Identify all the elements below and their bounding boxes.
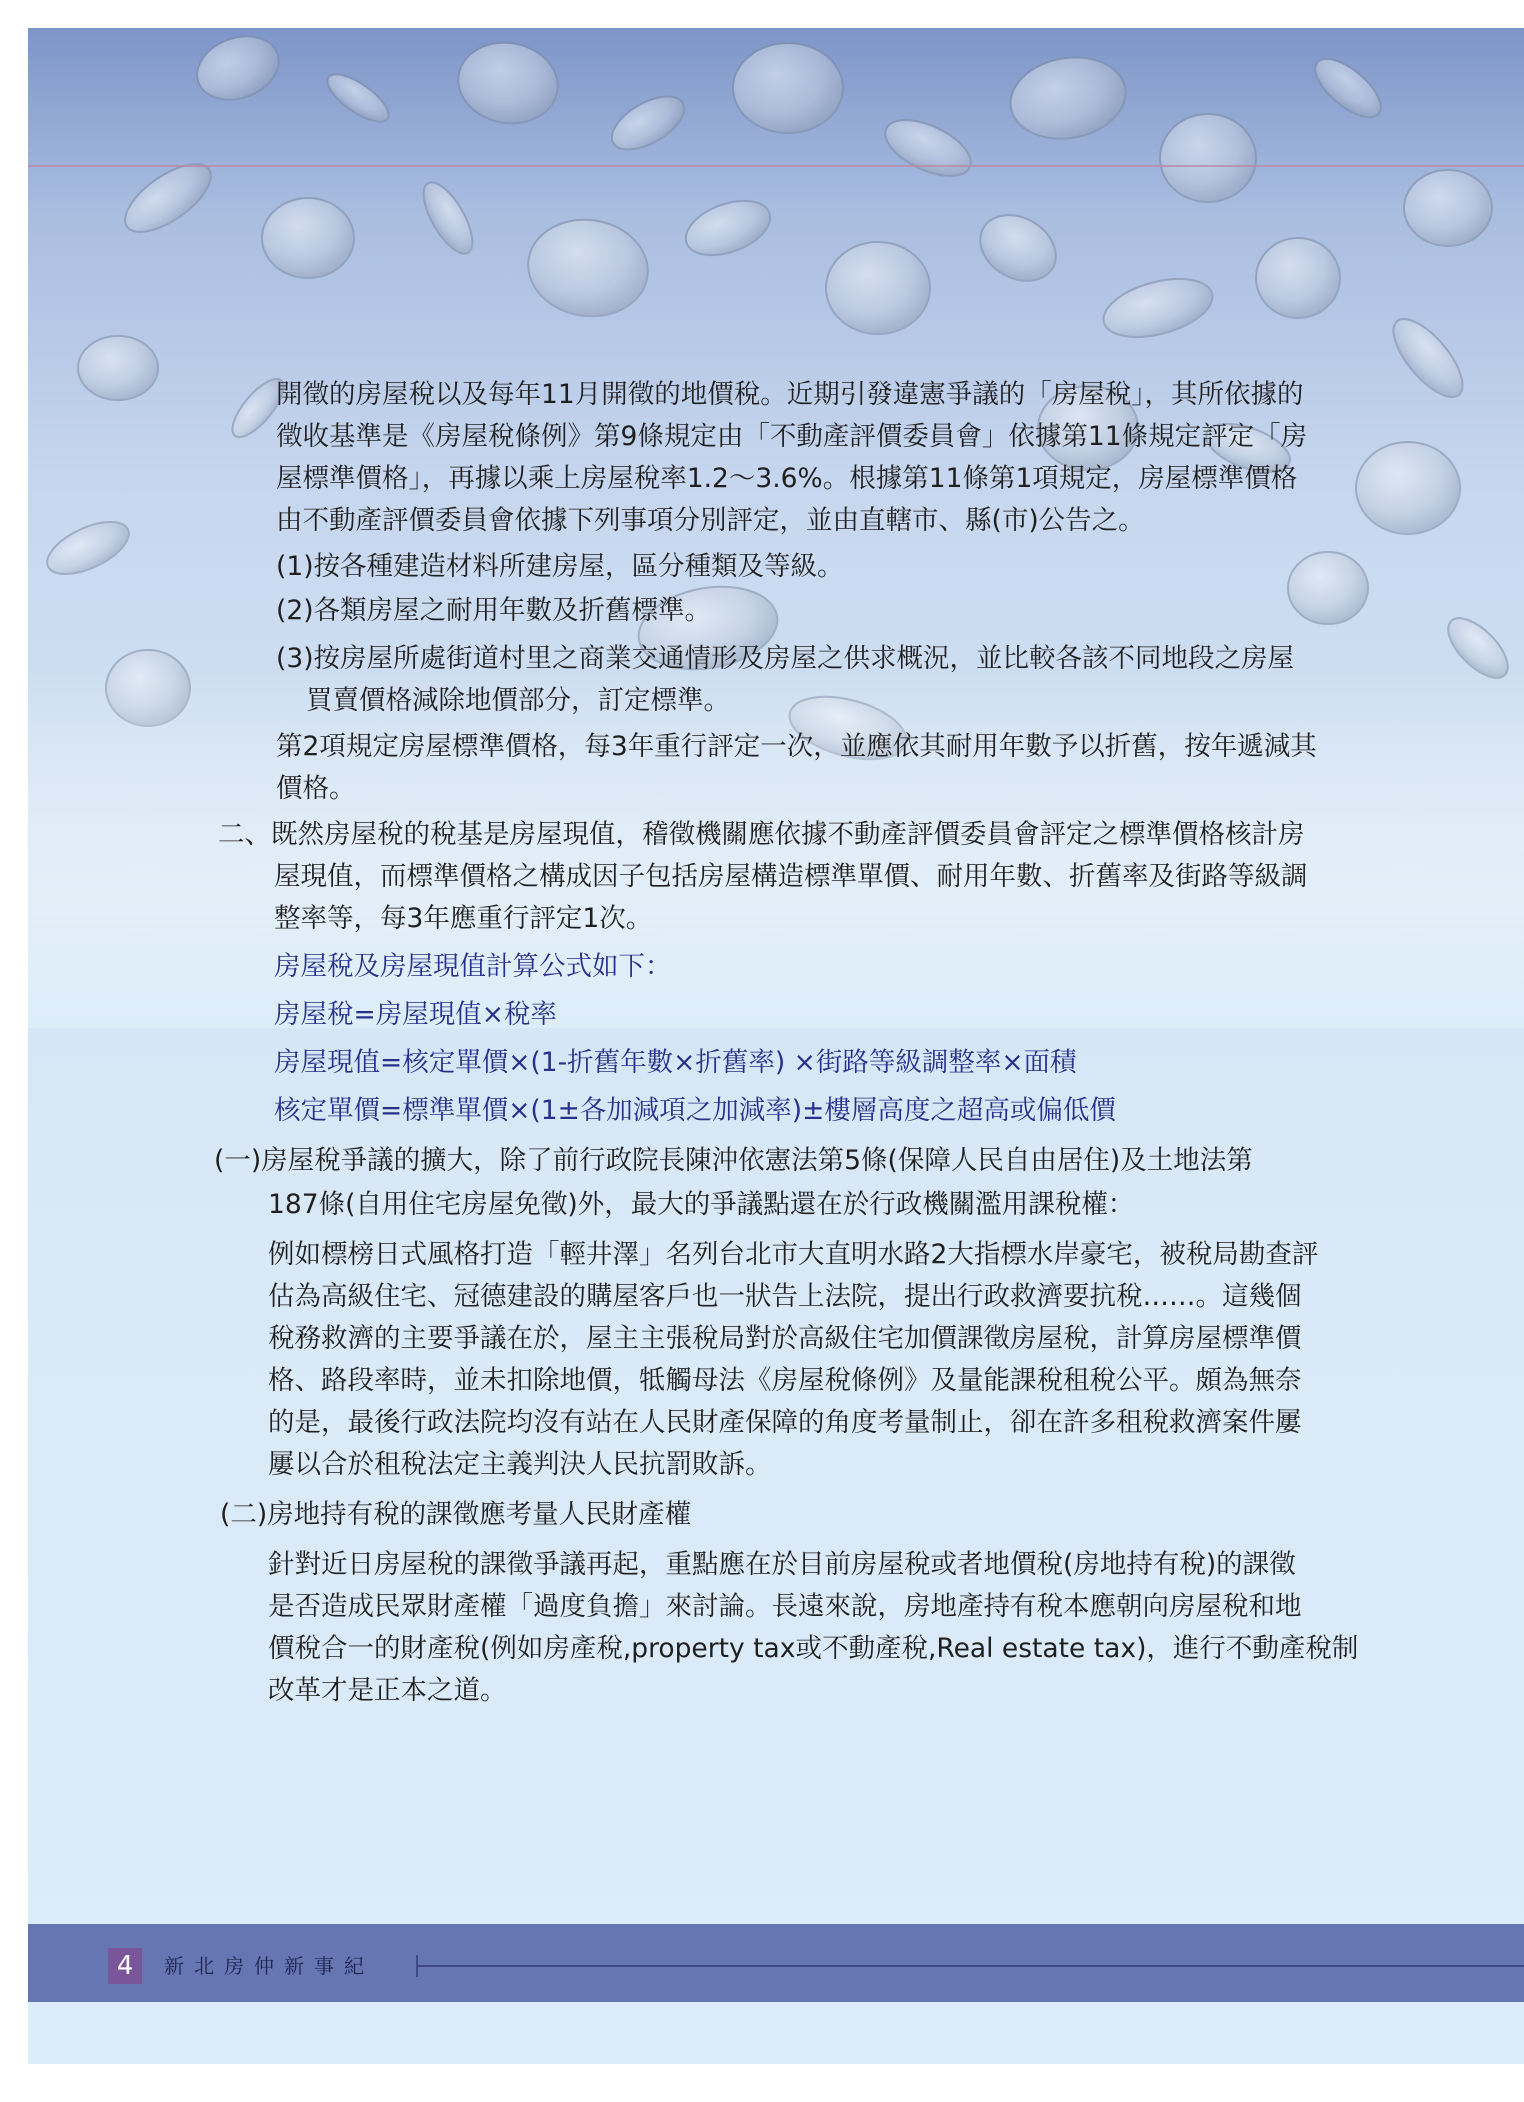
subsection-heading: (一)房屋稅爭議的擴大，除了前行政院長陳沖依憲法第5條(保障人民自由居住)及土地法第 (214, 1145, 1253, 1176)
list-item: (1)按各種建造材料所建房屋，區分種類及等級。 (276, 551, 844, 582)
list-item: (2)各類房屋之耐用年數及折舊標準。 (276, 595, 712, 626)
paragraph-line: 屋標準價格」，再據以乘上房屋稅率1.2～3.6%。根據第11條第1項規定，房屋標準價格 (276, 463, 1298, 494)
paragraph-line: 開徵的房屋稅以及每年11月開徵的地價稅。近期引發違憲爭議的「房屋稅」，其所依據的 (276, 379, 1304, 410)
paragraph-line: 估為高級住宅、冠德建設的購屋客戶也一狀告上法院，提出行政救濟要抗稅……。這幾個 (268, 1281, 1302, 1312)
paragraph-line: 的是，最後行政法院均沒有站在人民財產保障的角度考量制止，卻在許多租稅救濟案件屢 (268, 1407, 1302, 1438)
paragraph-line: 價格。 (276, 773, 356, 804)
paragraph-line: 屢以合於租稅法定主義判決人民抗罰敗訴。 (268, 1449, 772, 1480)
paragraph-line: 是否造成民眾財產權「過度負擔」來討論。長遠來說，房地產持有稅本應朝向房屋稅和地 (268, 1591, 1302, 1622)
formula-unit-price: 核定單價=標準單價×(1±各加減項之加減率)±樓層高度之超高或偏低價 (274, 1095, 1116, 1126)
formula-intro: 房屋稅及房屋現值計算公式如下： (274, 951, 672, 982)
section-heading: 二、既然房屋稅的稅基是房屋現值，稽徵機關應依據不動產評價委員會評定之標準價格核計房 (218, 819, 1305, 850)
footer-rule (418, 1965, 1524, 1967)
formula-house-value: 房屋現值=核定單價×(1-折舊年數×折舊率) ×街路等級調整率×面積 (274, 1047, 1077, 1078)
paragraph-line: 由不動產評價委員會依據下列事項分別評定，並由直轄市、縣(市)公告之。 (276, 505, 1145, 536)
paragraph-line: 例如標榜日式風格打造「輕井澤」名列台北市大直明水路2大指標水岸豪宅，被稅局勘查評 (268, 1239, 1319, 1270)
page (28, 28, 1524, 2064)
paragraph-line: 稅務救濟的主要爭議在於，屋主主張稅局對於高級住宅加價課徵房屋稅，計算房屋標準價 (268, 1323, 1302, 1354)
magazine-name: 新北房仲新事紀 (164, 1954, 374, 1978)
formula-house-tax: 房屋稅=房屋現值×稅率 (274, 999, 557, 1030)
subsection-heading: 187條(自用住宅房屋免徵)外，最大的爭議點還在於行政機關濫用課稅權： (268, 1189, 1135, 1220)
list-item-continuation: 買賣價格減除地價部分，訂定標準。 (306, 685, 730, 716)
header-rule (28, 165, 1524, 167)
paragraph-line: 改革才是正本之道。 (268, 1675, 507, 1706)
paragraph-line: 第2項規定房屋標準價格，每3年重行評定一次，並應依其耐用年數予以折舊，按年遞減其 (276, 731, 1317, 762)
subsection-heading: (二)房地持有稅的課徵應考量人民財產權 (220, 1499, 692, 1530)
list-item: (3)按房屋所處街道村里之商業交通情形及房屋之供求概況，並比較各該不同地段之房屋 (276, 643, 1295, 674)
page-number: 4 (108, 1948, 142, 1984)
paragraph-line: 價稅合一的財產稅(例如房產稅,property tax或不動產稅,Real estate tax)，進行不動產稅制 (268, 1633, 1359, 1664)
paragraph-line: 整率等，每3年應重行評定1次。 (274, 903, 653, 934)
paragraph-line: 針對近日房屋稅的課徵爭議再起，重點應在於目前房屋稅或者地價稅(房地持有稅)的課徵 (268, 1549, 1296, 1580)
paragraph-line: 屋現值，而標準價格之構成因子包括房屋構造標準單價、耐用年數、折舊率及街路等級調 (274, 861, 1308, 892)
paragraph-line: 徵收基準是《房屋稅條例》第9條規定由「不動產評價委員會」依據第11條規定評定「房 (276, 421, 1308, 452)
paragraph-line: 格、路段率時，並未扣除地價，牴觸母法《房屋稅條例》及量能課稅租稅公平。頗為無奈 (268, 1365, 1302, 1396)
